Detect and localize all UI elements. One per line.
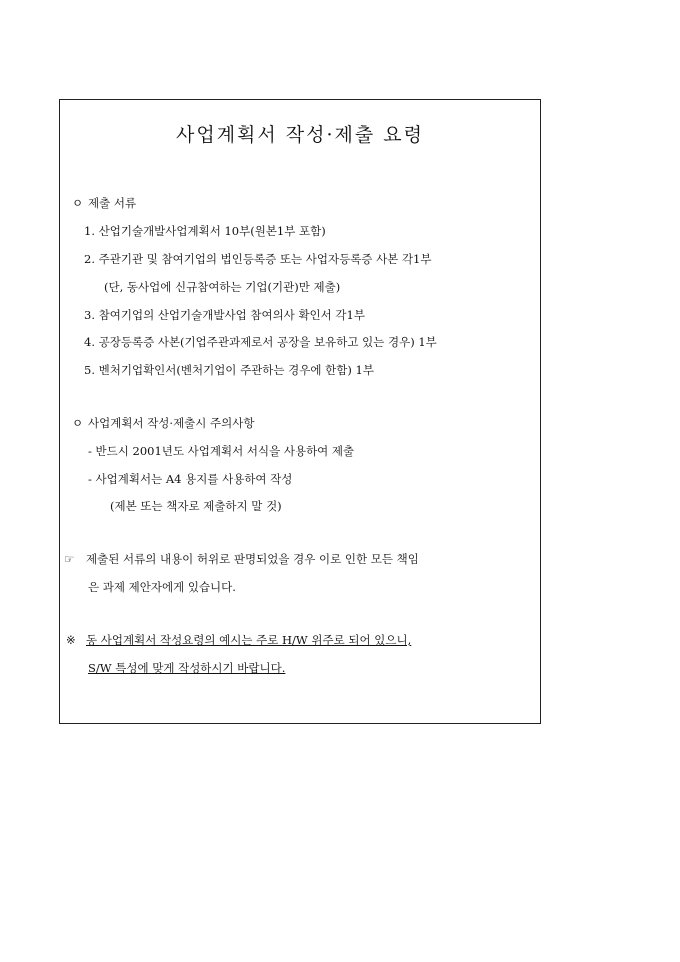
section-2-heading	[72, 416, 255, 430]
document-title: 사업계획서 작성·제출 요령	[175, 124, 424, 146]
note-1-line-1: 제출된 서류의 내용이 허위로 판명되었을 경우 이로 인한 모든 책임	[86, 552, 419, 566]
section-1-heading	[72, 196, 136, 210]
list-item-continuation: (제본 또는 책자로 제출하지 말 것)	[110, 499, 282, 513]
note-1-line-2: 은 과제 제안자에게 있습니다.	[88, 580, 236, 594]
section-1-heading-text: 제출 서류	[88, 196, 137, 210]
section-2-heading-text: 사업계획서 작성·제출시 주의사항	[88, 416, 255, 430]
pointing-hand-icon: ☞	[64, 552, 75, 566]
list-item: 1. 산업기술개발사업계획서 10부(원본1부 포함)	[84, 224, 326, 238]
reference-mark-icon: ※	[66, 633, 76, 647]
list-item: 3. 참여기업의 산업기술개발사업 참여의사 확인서 각1부	[84, 308, 365, 322]
list-item: 4. 공장등록증 사본(기업주관과제로서 공장을 보유하고 있는 경우) 1부	[84, 335, 437, 349]
section-bullet: ㅇ	[72, 416, 84, 430]
list-item: - 반드시 2001년도 사업계획서 서식을 사용하여 제출	[88, 444, 355, 458]
instructions-box	[59, 99, 541, 724]
list-item: 5. 벤처기업확인서(벤처기업이 주관하는 경우에 한함) 1부	[84, 363, 374, 377]
note-2-line-1: 동 사업계획서 작성요령의 예시는 주로 H/W 위주로 되어 있으니,	[86, 633, 412, 647]
note-2	[66, 633, 411, 647]
list-item: 2. 주관기관 및 참여기업의 법인등록증 또는 사업자등록증 사본 각1부	[84, 252, 432, 266]
section-bullet: ㅇ	[72, 196, 84, 210]
list-item-continuation: (단, 동사업에 신규참여하는 기업(기관)만 제출)	[104, 280, 341, 294]
note-1	[64, 552, 419, 566]
note-2-line-2: S/W 특성에 맞게 작성하시기 바랍니다.	[88, 661, 286, 675]
list-item: - 사업계획서는 A4 용지를 사용하여 작성	[88, 472, 293, 486]
